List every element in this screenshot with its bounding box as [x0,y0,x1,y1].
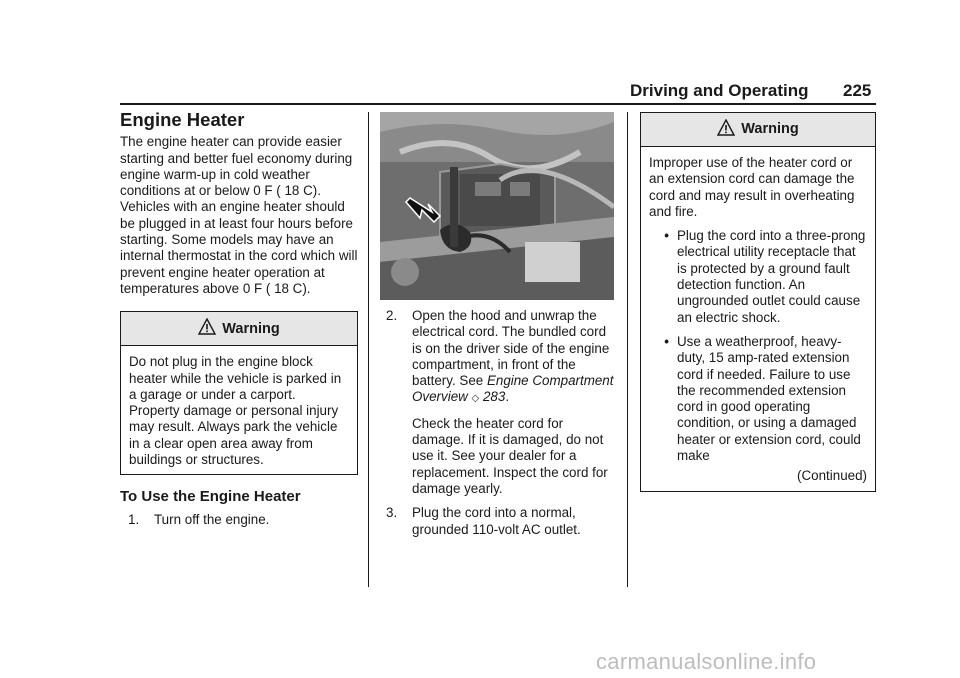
warning-header [641,113,875,147]
section-title: Driving and Operating [630,81,809,100]
column-1 [120,110,358,536]
warning-body: Do not plug in the engine block heater while the vehicle is parked in a garage or under a carport. Property damage or personal injury may result. Always park the vehicle in a clear open area away from buildings or structures. [129,354,342,468]
warning-heading: Warning [222,320,280,337]
warning-header [121,312,357,346]
step-body [412,308,616,497]
bullet-mark: • [664,333,669,349]
column-3 [640,112,876,492]
section-heading: Engine Heater [120,109,245,130]
cross-reference-link[interactable]: Engine Compartment Overview [412,373,614,405]
step-number: 3. [386,505,398,521]
bullet-text: Plug the cord into a three-prong electrical utility receptacle that is protected by a ground fault detection function. An ungrounded outlet could cause an electric shock. [677,228,866,325]
watermark-text: carmanualsonline.info [596,649,817,674]
step-1 [120,512,358,528]
cross-reference-page[interactable]: 283 [482,389,506,405]
warning-heading: Warning [741,121,799,138]
warning-body [641,147,875,491]
warning-icon [717,119,735,140]
step-text-part: Open the hood and unwrap the electrical cord. The bundled cord is on the driver side of the engine compartment, in front of the battery. See [412,308,610,389]
step-3 [386,505,616,538]
column-divider-left [368,112,369,587]
subheading: To Use the Engine Heater [120,488,301,506]
step-number: 1. [128,511,140,527]
engine-photo-illustration [380,112,614,300]
continued-label: (Continued) [797,468,867,484]
step-2 [386,308,616,497]
intro-paragraph: The engine heater can provide easier starting and better fuel economy during engine warm-up in cold weather conditions at or below 0 F ( 18 C). Vehicles with an engine heater should be plugged in at least four hours before starting. Some models may have an internal thermostat in the cord which will prevent engine heater operation at temperatures above 0 F ( 18 C). [120,134,358,296]
warning-box [640,112,876,492]
warning-intro: Improper use of the heater cord or an extension cord can damage the cord and may result in overheating and fire. [649,155,855,219]
page-number: 225 [843,81,872,100]
step-text [412,308,616,408]
engine-compartment-photo [380,112,614,300]
bullet-mark: • [664,228,669,244]
warning-bullet [649,334,867,464]
header-rule [120,103,876,105]
warning-icon [198,318,216,339]
step-text: Plug the cord into a normal, grounded 110-volt AC outlet. [412,505,581,537]
warning-bullet [649,228,867,326]
page-ref-icon: ◇ [471,393,480,405]
column-2 [386,308,616,546]
column-divider-right [627,112,628,587]
step-text-end: . [505,389,510,405]
warning-box [120,311,358,475]
bullet-text: Use a weatherproof, heavy-duty, 15 amp-rated extension cord if needed. Failure to use the recommended extension cord in good operating condition, or using a damaged heater or extension cord, could make [677,333,861,464]
step-text: Turn off the engine. [154,511,270,527]
step-number: 2. [386,308,398,323]
step-text-2: Check the heater cord for damage. If it is damaged, do not use it. See your dealer for a replacement. Inspect the cord for damage yearly. [412,415,608,496]
